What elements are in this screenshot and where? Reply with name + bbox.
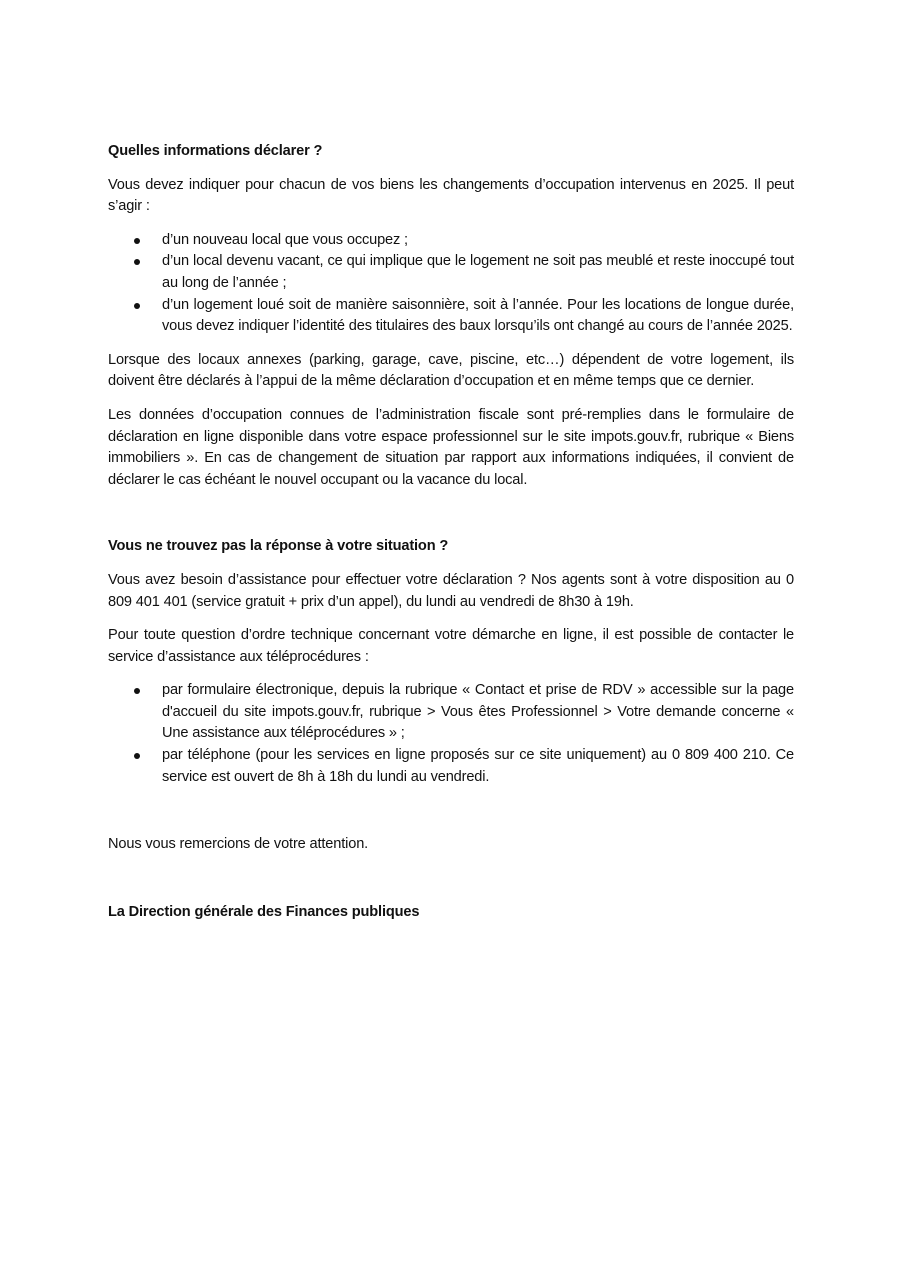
bullet-icon bbox=[134, 259, 140, 265]
list-item-text: par téléphone (pour les services en ligne proposés sur ce site uniquement) au 0 809 400 210. Ce service est ouvert de 8h à 18h du lundi au vendredi. bbox=[162, 747, 794, 785]
list-item bbox=[108, 295, 794, 338]
signature: La Direction générale des Finances publiques bbox=[108, 903, 420, 920]
list-item bbox=[108, 745, 794, 788]
contact-methods-list bbox=[108, 680, 794, 788]
technical-paragraph: Pour toute question d’ordre technique concernant votre démarche en ligne, il est possible de contacter le service d’assistance aux téléprocédures : bbox=[108, 627, 794, 665]
annexes-paragraph: Lorsque des locaux annexes (parking, garage, cave, piscine, etc…) dépendent de votre logement, ils doivent être déclarés à l’appui de la même déclaration d’occupation et en même temps que ce dernier. bbox=[108, 351, 794, 390]
occupation-change-list bbox=[108, 230, 794, 338]
prefill-paragraph: Les données d’occupation connues de l’administration fiscale sont pré-remplies dans le formulaire de déclaration en ligne disponible dans votre espace professionnel sur le site impots.gouv.fr, rubrique « Biens immobiliers ». En cas de changement de situation par rapport aux informations indiquées, il convient de déclarer le cas échéant le nouvel occupant ou la vacance du local. bbox=[108, 406, 794, 488]
list-item bbox=[108, 680, 794, 745]
section-heading-informations: Quelles informations déclarer ? bbox=[108, 143, 323, 159]
bullet-icon bbox=[134, 238, 140, 244]
closing-paragraph: Nous vous remercions de votre attention. bbox=[108, 836, 369, 853]
list-item-text: d’un nouveau local que vous occupez ; bbox=[162, 231, 408, 248]
list-item bbox=[108, 230, 794, 252]
intro-paragraph: Vous devez indiquer pour chacun de vos biens les changements d’occupation intervenus en 2025. Il peut s’agir : bbox=[108, 176, 794, 215]
bullet-icon bbox=[134, 303, 140, 309]
document-page bbox=[108, 141, 794, 923]
section-heading-assistance: Vous ne trouvez pas la réponse à votre situation ? bbox=[108, 538, 449, 555]
list-item bbox=[108, 251, 794, 294]
bullet-icon bbox=[134, 753, 140, 759]
list-item-text: d’un logement loué soit de manière saisonnière, soit à l’année. Pour les locations de longue durée, vous devez indiquer l’identité des titulaires des baux lorsqu’ils ont changé au cours de l’année 2025. bbox=[162, 296, 794, 335]
bullet-icon bbox=[134, 688, 140, 694]
list-item-text: d’un local devenu vacant, ce qui implique que le logement ne soit pas meublé et reste inoccupé tout au long de l’année ; bbox=[162, 253, 794, 291]
list-item-text: par formulaire électronique, depuis la rubrique « Contact et prise de RDV » accessible sur la page d'accueil du site impots.gouv.fr, rubrique > Vous êtes Professionnel > Votre demande concerne « Une assistance aux téléprocédures » ; bbox=[162, 682, 794, 742]
assistance-paragraph: Vous avez besoin d’assistance pour effectuer votre déclaration ? Nos agents sont à votre disposition au 0 809 401 401 (service gratuit + prix d’un appel), du lundi au vendredi de 8h30 à 19h. bbox=[108, 571, 794, 610]
